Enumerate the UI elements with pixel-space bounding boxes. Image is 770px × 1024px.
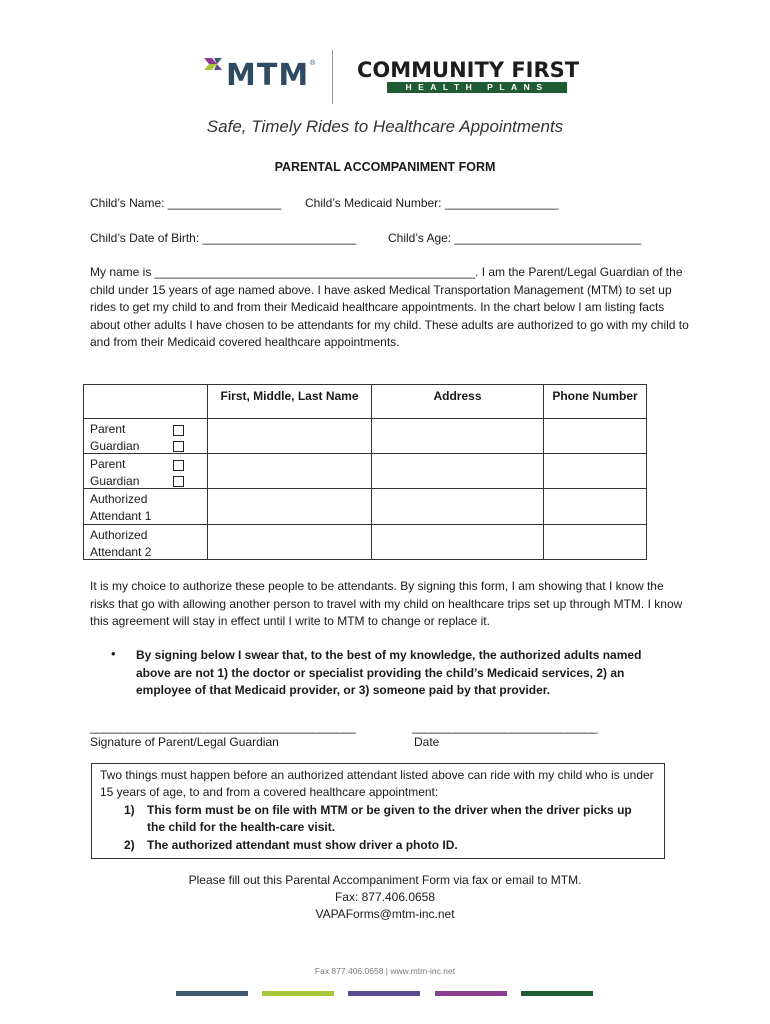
phone-cell[interactable] [543, 453, 647, 489]
attendants-table [83, 384, 647, 560]
header-address: Address [371, 384, 544, 419]
mtm-logo-text: MTM [226, 58, 310, 93]
footer-stripe [435, 991, 507, 996]
mtm-logo [200, 48, 318, 96]
row-label-line1: Authorized [90, 492, 148, 506]
requirement-2-number: 2) [124, 838, 135, 852]
name-cell[interactable] [207, 488, 372, 525]
footer-stripe [348, 991, 420, 996]
name-cell[interactable] [207, 524, 372, 560]
table-row [83, 488, 208, 525]
tagline: Safe, Timely Rides to Healthcare Appointments [206, 117, 564, 136]
name-cell[interactable] [207, 418, 372, 454]
footer-contact: Fax 877.406.0658 | www.mtm-inc.net [314, 966, 456, 976]
row-label-line2: Attendant 1 [90, 508, 152, 523]
footer-stripe [176, 991, 248, 996]
community-first-logo [357, 58, 580, 98]
requirement-1-number: 1) [124, 803, 135, 817]
phone-cell[interactable] [543, 488, 647, 525]
header-name: First, Middle, Last Name [207, 384, 372, 419]
submit-instructions: Please fill out this Parental Accompaniment Form via fax or email to MTM. [188, 873, 582, 887]
parent-checkbox[interactable] [173, 460, 184, 471]
dob-field[interactable]: Child’s Date of Birth: _______________________ [90, 231, 356, 245]
signature-label: Signature of Parent/Legal Guardian [90, 735, 279, 749]
cfhp-logo-top: COMMUNITY FIRST [357, 58, 580, 82]
logo-divider [332, 50, 333, 104]
table-row [83, 418, 208, 454]
table-row [83, 524, 208, 560]
guardian-statement: My name is ________________________________________________. I am the Parent/Legal Guardian of the child under 15 years of age named above. I have asked Medical Transportation Management (MTM) to set up rides to get my child to and from their Medicaid healthcare appointments. In the chart below I am listing facts about other adults I have chosen to be attendants for my child. These adults are authorized to go with my child to and from their Medicaid covered healthcare appointments. [90, 265, 689, 349]
fax-number: Fax: 877.406.0658 [334, 890, 436, 904]
address-cell[interactable] [371, 453, 544, 489]
address-cell[interactable] [371, 418, 544, 454]
table-header-blank [83, 384, 208, 419]
footer-stripe [262, 991, 334, 996]
notice-intro: Two things must happen before an authorized attendant listed above can ride with my child who is under 15 years of age, to and from a covered healthcare appointment: [100, 768, 654, 799]
name-cell[interactable] [207, 453, 372, 489]
sworn-statement: By signing below I swear that, to the best of my knowledge, the authorized adults named above are not 1) the doctor or specialist providing the child’s Medicaid services, 2) an employee of that Medicaid provider, or 3) someone paid by that provider. [136, 648, 642, 697]
phone-cell[interactable] [543, 418, 647, 454]
cfhp-logo-bottom: HEALTH PLANS [387, 82, 567, 93]
row-label-line1: Parent [90, 457, 126, 471]
address-cell[interactable] [371, 488, 544, 525]
table-row [83, 453, 208, 489]
form-title: PARENTAL ACCOMPANIMENT FORM [274, 160, 496, 174]
email-address[interactable]: VAPAForms@mtm-inc.net [315, 907, 455, 921]
signature-line[interactable]: ___________________________________________ [90, 720, 356, 734]
bullet-icon: • [111, 646, 116, 661]
row-label-line2: Guardian [90, 438, 140, 453]
row-label-line1: Authorized [90, 528, 148, 542]
requirement-1: This form must be on file with MTM or be given to the driver when the driver picks up the child for the health-care visit. [147, 803, 632, 834]
trademark-mark: ® [310, 60, 316, 67]
date-label: Date [414, 735, 440, 749]
consent-paragraph: It is my choice to authorize these people to be attendants. By signing this form, I am showing that I know the risks that go with allowing another person to travel with my child on healthcare trips set up through MTM. I know this agreement will stay in effect until I write to MTM to change or replace it. [90, 579, 683, 628]
guardian-checkbox[interactable] [173, 441, 184, 452]
guardian-checkbox[interactable] [173, 476, 184, 487]
childs-name-field[interactable]: Child’s Name: _________________ [90, 196, 282, 210]
age-field[interactable]: Child’s Age: ____________________________ [388, 231, 642, 245]
header-phone: Phone Number [543, 384, 647, 419]
footer-stripe [521, 991, 593, 996]
row-label-line2: Guardian [90, 473, 140, 488]
requirement-2: The authorized attendant must show driver a photo ID. [147, 838, 458, 852]
phone-cell[interactable] [543, 524, 647, 560]
parent-checkbox[interactable] [173, 425, 184, 436]
address-cell[interactable] [371, 524, 544, 560]
mtm-arrow-icon [200, 54, 226, 84]
date-line[interactable]: ______________________________ [412, 720, 598, 734]
row-label-line2: Attendant 2 [90, 544, 152, 559]
medicaid-number-field[interactable]: Child’s Medicaid Number: _________________ [305, 196, 559, 210]
row-label-line1: Parent [90, 422, 126, 436]
